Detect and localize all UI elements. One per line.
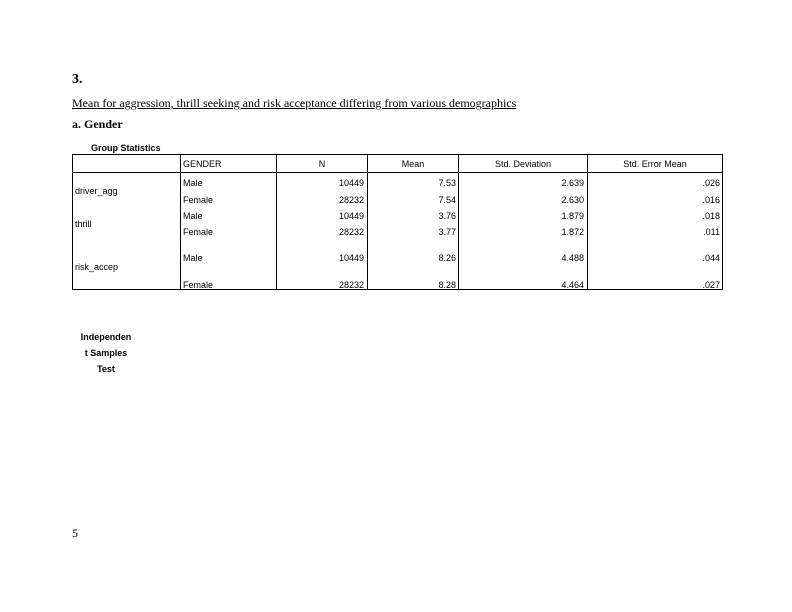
header-divider [73, 172, 722, 173]
cell-std-error-mean: .044 [702, 253, 720, 263]
cell-std-deviation: 4.464 [561, 280, 584, 290]
cell-n: 28232 [338, 227, 364, 237]
cell-std-error-mean: .016 [702, 195, 720, 205]
column-divider [458, 155, 459, 289]
cell-std-deviation: 1.872 [561, 227, 584, 237]
cell-gender: Female [183, 227, 214, 237]
cell-std-deviation: 4.488 [561, 253, 584, 263]
title-line: Independen [80, 332, 132, 342]
header-n: N [318, 159, 326, 169]
title-line: Test [97, 364, 115, 374]
column-divider [276, 155, 277, 289]
cell-std-deviation: 2.630 [561, 195, 584, 205]
cell-mean: 8.26 [438, 253, 456, 263]
cell-gender: Female [183, 195, 214, 205]
header-std-error-mean: Std. Error Mean [623, 159, 687, 169]
cell-std-error-mean: .027 [702, 280, 720, 290]
cell-gender: Male [183, 211, 203, 221]
header-mean: Mean [401, 159, 425, 169]
column-divider [180, 155, 181, 289]
cell-mean: 3.77 [438, 227, 456, 237]
cell-std-error-mean: .026 [702, 178, 720, 188]
cell-mean: 7.54 [438, 195, 456, 205]
header-std-deviation: Std. Deviation [494, 159, 552, 169]
cell-n: 10449 [338, 211, 364, 221]
cell-gender: Female [183, 280, 214, 290]
cell-gender: Male [183, 253, 203, 263]
independent-samples-test-title [76, 329, 136, 377]
cell-gender: Male [183, 178, 203, 188]
title-line: t Samples [84, 348, 128, 358]
cell-std-error-mean: .011 [703, 227, 720, 237]
cell-std-error-mean: .018 [702, 211, 720, 221]
cell-std-deviation: 2.639 [561, 178, 584, 188]
cell-mean: 8.28 [438, 280, 456, 290]
variable-label-driver-agg: driver_agg [75, 186, 118, 196]
column-divider [587, 155, 588, 289]
group-statistics-caption: Group Statistics [91, 143, 161, 153]
cell-mean: 3.76 [438, 211, 456, 221]
gender-subheading: a. Gender [72, 117, 123, 131]
column-divider [367, 155, 368, 289]
section-number: 3. [72, 72, 83, 87]
cell-n: 10449 [338, 253, 364, 263]
cell-std-deviation: 1.879 [561, 211, 584, 221]
cell-n: 10449 [338, 178, 364, 188]
section-heading: Mean for aggression, thrill seeking and risk acceptance differing from various demographics [72, 96, 517, 110]
cell-mean: 7.53 [438, 178, 456, 188]
variable-label-thrill: thrill [75, 219, 92, 229]
page-number: 5 [72, 526, 78, 540]
header-gender: GENDER [183, 159, 222, 169]
cell-n: 28232 [338, 195, 364, 205]
group-statistics-table [72, 154, 723, 290]
variable-label-risk-accep: risk_accep [75, 262, 119, 272]
cell-n: 28232 [338, 280, 364, 290]
